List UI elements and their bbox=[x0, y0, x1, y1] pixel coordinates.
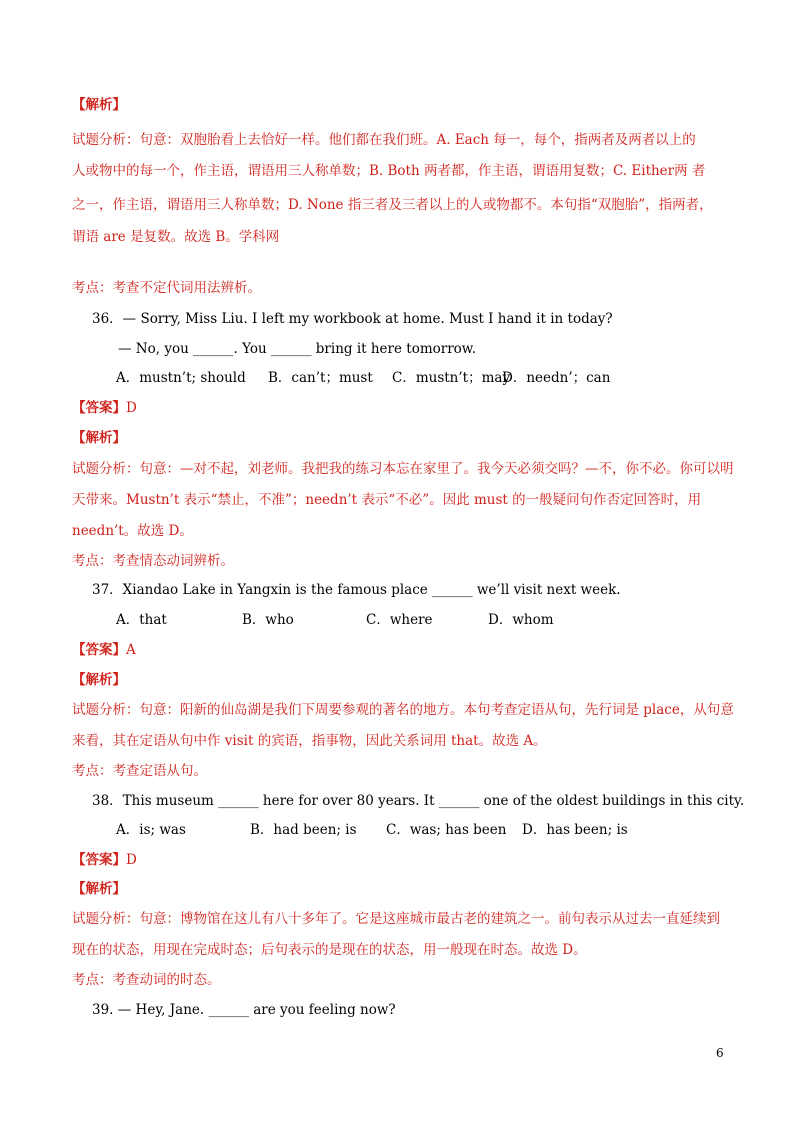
question-stem: 39. — Hey, Jane. ______ are you feeling now? bbox=[92, 1002, 396, 1018]
option-b: B．had been; is bbox=[250, 822, 357, 838]
answer-value: D bbox=[126, 400, 137, 416]
question-stem: 38．This museum ______ here for over 80 years. It ______ one of the oldest buildings in this city. bbox=[92, 793, 745, 809]
analysis-label: 【解析】 bbox=[72, 430, 126, 446]
kaodian: 考点：考查情态动词辨析。 bbox=[72, 553, 234, 569]
option-c: C．was; has been bbox=[386, 822, 507, 838]
answer-line bbox=[72, 398, 137, 418]
option-a: A．mustn’t; should bbox=[116, 370, 246, 386]
answer-value: D bbox=[126, 852, 137, 868]
analysis-label: 【解析】 bbox=[72, 97, 126, 113]
answer-line bbox=[72, 640, 136, 660]
analysis-line: 来看，其在定语从句中作 visit 的宾语，指事物，因此关系词用 that。故选 A。 bbox=[72, 733, 547, 749]
option-b: B．can’t；must bbox=[268, 370, 373, 386]
option-d: D．needn’；can bbox=[502, 370, 611, 386]
question-stem: 36．— Sorry, Miss Liu. I left my workbook at home. Must I hand it in today? bbox=[92, 311, 613, 327]
page-number: 6 bbox=[716, 1046, 724, 1060]
analysis-line: 人或物中的每一个，作主语，谓语用三人称单数；B. Both 两者都，作主语，谓语用复数；C. Either两 者 bbox=[72, 163, 706, 179]
answer-label: 【答案】 bbox=[72, 852, 126, 868]
analysis-line: 现在的状态，用现在完成时态；后句表示的是现在的状态，用一般现在时态。故选 D。 bbox=[72, 942, 587, 958]
analysis-line: 试题分析：句意：博物馆在这儿有八十多年了。它是这座城市最古老的建筑之一。前句表示从过去一直延续到 bbox=[72, 911, 720, 927]
option-a: A．that bbox=[116, 612, 167, 628]
option-c: C．mustn’t；may bbox=[392, 370, 511, 386]
option-c: C．where bbox=[366, 612, 433, 628]
option-a: A．is; was bbox=[116, 822, 186, 838]
answer-value: A bbox=[126, 642, 136, 658]
answer-label: 【答案】 bbox=[72, 642, 126, 658]
analysis-line: 天带来。Mustn’t 表示“禁止，不准”；needn’t 表示“不必”。因此 must 的一般疑问句作否定回答时，用 bbox=[72, 492, 702, 508]
analysis-line: 试题分析：句意：双胞胎看上去恰好一样。他们都在我们班。A. Each 每一，每个，指两者及两者以上的 bbox=[72, 132, 696, 148]
answer-line bbox=[72, 850, 137, 870]
analysis-label: 【解析】 bbox=[72, 672, 126, 688]
option-b: B．who bbox=[242, 612, 294, 628]
analysis-label: 【解析】 bbox=[72, 881, 126, 897]
analysis-line: 谓语 are 是复数。故选 B。学科网 bbox=[72, 229, 280, 245]
answer-label: 【答案】 bbox=[72, 400, 126, 416]
option-d: D．whom bbox=[488, 612, 554, 628]
option-d: D．has been; is bbox=[522, 822, 628, 838]
kaodian: 考点：考查定语从句。 bbox=[72, 763, 207, 779]
analysis-line: 之一，作主语，谓语用三人称单数；D. None 指三者及三者以上的人或物都不。本句指“双胞胎”，指两者， bbox=[72, 197, 713, 213]
analysis-line: 试题分析：句意：阳新的仙岛湖是我们下周要参观的著名的地方。本句考查定语从句，先行词是 place，从句意 bbox=[72, 702, 734, 718]
kaodian: 考点：考查动词的时态。 bbox=[72, 972, 221, 988]
kaodian: 考点：考查不定代词用法辨析。 bbox=[72, 280, 261, 296]
analysis-line: 试题分析：句意：—对不起，刘老师。我把我的练习本忘在家里了。我今天必须交吗？—不，你不必。你可以明 bbox=[72, 461, 734, 477]
question-reply: — No, you ______. You ______ bring it here tomorrow. bbox=[118, 341, 477, 357]
question-stem: 37．Xiandao Lake in Yangxin is the famous place ______ we’ll visit next week. bbox=[92, 582, 621, 598]
analysis-line: needn’t。故选 D。 bbox=[72, 523, 193, 539]
